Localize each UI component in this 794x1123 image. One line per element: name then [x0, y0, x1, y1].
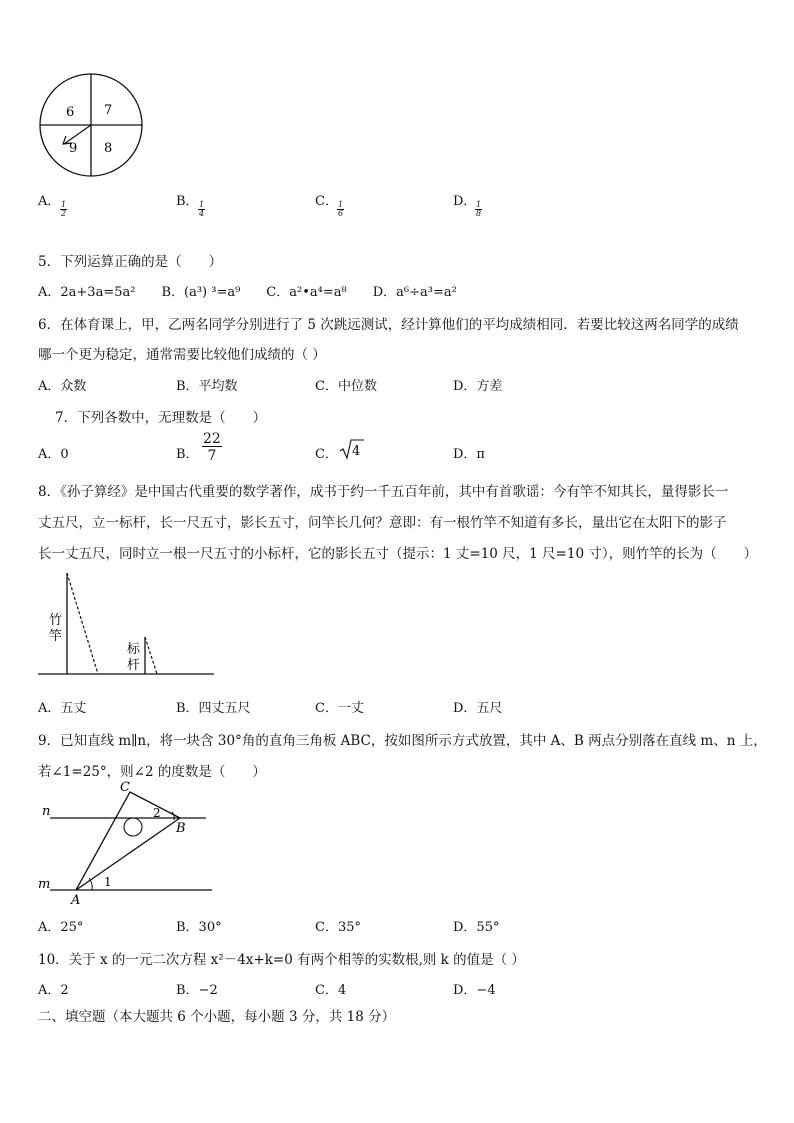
- q6-stem-line2: 哪一个更为稳定，通常需要比较他们成绩的（ ）: [38, 347, 326, 363]
- spinner-figure: [36, 72, 146, 182]
- q6-option-c[interactable]: C．中位数: [315, 379, 377, 394]
- fraction-numerator: 1: [338, 200, 344, 209]
- rod-label-1: 标: [127, 642, 141, 657]
- q4-option-c[interactable]: [315, 190, 338, 209]
- fraction-denominator: 6: [338, 209, 344, 218]
- q8-option-b[interactable]: B．四丈五尺: [176, 701, 251, 716]
- q9-option-b[interactable]: B．30°: [176, 920, 222, 935]
- q7-option-b-fraction: [202, 432, 222, 463]
- fraction-numerator: 1: [61, 200, 67, 209]
- spinner-sector-6: 6: [66, 105, 75, 120]
- fraction-numerator: 22: [203, 431, 221, 447]
- q10-option-b[interactable]: B．−2: [176, 983, 218, 998]
- option-letter: A．: [38, 194, 61, 209]
- line-n-label: n: [42, 804, 51, 819]
- option-letter: B．: [176, 194, 199, 209]
- q4-option-d[interactable]: [453, 190, 476, 209]
- q4-option-c-fraction: [337, 201, 344, 218]
- q7-option-b[interactable]: [176, 443, 199, 462]
- pole-label-1: 竹: [49, 613, 63, 628]
- q7-option-d[interactable]: D．π: [453, 447, 485, 462]
- fraction-denominator: 7: [207, 448, 217, 464]
- q8-stem-line1: 8．《孙子算经》是中国古代重要的数学著作，成书于约一千五百年前，其中有首歌谣：今有竿不知其长，量得影长一: [38, 484, 729, 500]
- q9-stem-line1: 9．已知直线 m∥n，将一块含 30°角的直角三角板 ABC，按如图所示方式放置，其中 A、B 两点分别落在直线 m、n 上，: [38, 733, 767, 749]
- angle-1-label: 1: [104, 875, 112, 889]
- q6-stem-line1: 6．在体育课上，甲，乙两名同学分别进行了 5 次跳远测试，经计算他们的平均成绩相同．若要比较这两名同学的成绩: [38, 317, 739, 333]
- q4-option-b-fraction: [198, 201, 205, 218]
- q4-option-a[interactable]: [38, 190, 60, 209]
- pole-label-2: 竿: [49, 629, 63, 644]
- q10-option-c[interactable]: C．4: [315, 983, 347, 998]
- point-b-label: B: [176, 821, 186, 836]
- spinner-sector-7: 7: [104, 103, 113, 118]
- sqrt-radicand: 4: [352, 444, 361, 459]
- q4-option-a-fraction: [60, 201, 67, 218]
- section-2-heading: 二、填空题（本大题共 6 个小题，每小题 3 分，共 18 分）: [38, 1009, 396, 1025]
- q8-option-a[interactable]: A．五丈: [38, 701, 87, 716]
- fraction-numerator: 1: [199, 200, 205, 209]
- point-c-label: C: [120, 780, 130, 795]
- angle-2-label: 2: [153, 806, 161, 820]
- q8-shadow-figure: [36, 568, 216, 680]
- q9-option-c[interactable]: C．35°: [315, 920, 361, 935]
- option-letter: D．: [453, 194, 477, 209]
- option-letter: C．: [315, 194, 338, 209]
- q7-option-c[interactable]: [315, 443, 338, 462]
- q6-option-a[interactable]: A．众数: [38, 379, 87, 394]
- fraction-numerator: 1: [476, 200, 482, 209]
- sqrt-icon: [339, 437, 365, 461]
- q10-stem: 10．关于 x 的一元二次方程 x²－4x+k=0 有两个相等的实数根,则 k 的值是（ ）: [38, 952, 525, 968]
- q8-stem-line3: 长一丈五尺，同时立一根一尺五寸的小标杆，它的影长五寸（提示：1 丈=10 尺，1 尺=10 寸），则竹竿的长为（ ）: [38, 546, 758, 562]
- q4-option-b[interactable]: [176, 190, 199, 209]
- spinner-sector-8: 8: [104, 141, 113, 156]
- q10-option-a[interactable]: A．2: [38, 983, 69, 998]
- q7-option-a[interactable]: A．0: [38, 447, 69, 462]
- fraction-denominator: 2: [61, 209, 67, 218]
- q4-option-d-fraction: [475, 201, 482, 218]
- q10-option-d[interactable]: D．−4: [453, 983, 496, 998]
- q5-stem: 5．下列运算正确的是（ ）: [38, 254, 223, 270]
- option-letter: C．: [315, 447, 338, 462]
- q9-option-a[interactable]: A．25°: [38, 920, 84, 935]
- option-letter: B．: [176, 447, 199, 462]
- fraction-denominator: 8: [476, 209, 482, 218]
- fraction-denominator: 4: [199, 209, 205, 218]
- point-a-label: A: [71, 893, 81, 908]
- q8-stem-line2: 丈五尺，立一标杆，长一尺五寸，影长五寸，问竿长几何？意即：有一根竹竿不知道有多长，量出它在太阳下的影子: [38, 515, 727, 531]
- q7-stem: 7．下列各数中，无理数是（ ）: [55, 410, 267, 426]
- q9-triangle-figure: [34, 780, 219, 908]
- q5-options[interactable]: A．2a+3a=5a² B．(a³) ³=a⁹ C．a²•a⁴=a⁸ D．a⁶÷a³=a²: [38, 285, 457, 300]
- q8-option-d[interactable]: D．五尺: [453, 701, 503, 716]
- q9-option-d[interactable]: D．55°: [453, 920, 500, 935]
- q8-option-c[interactable]: C．一丈: [315, 701, 364, 716]
- spinner-sector-9: 9: [69, 141, 78, 156]
- q6-option-b[interactable]: B．平均数: [176, 379, 238, 394]
- q9-stem-line2: 若∠1=25°，则∠2 的度数是（ ）: [38, 764, 266, 780]
- q6-option-d[interactable]: D．方差: [453, 379, 503, 394]
- rod-label-2: 杆: [127, 658, 141, 673]
- line-m-label: m: [38, 877, 51, 892]
